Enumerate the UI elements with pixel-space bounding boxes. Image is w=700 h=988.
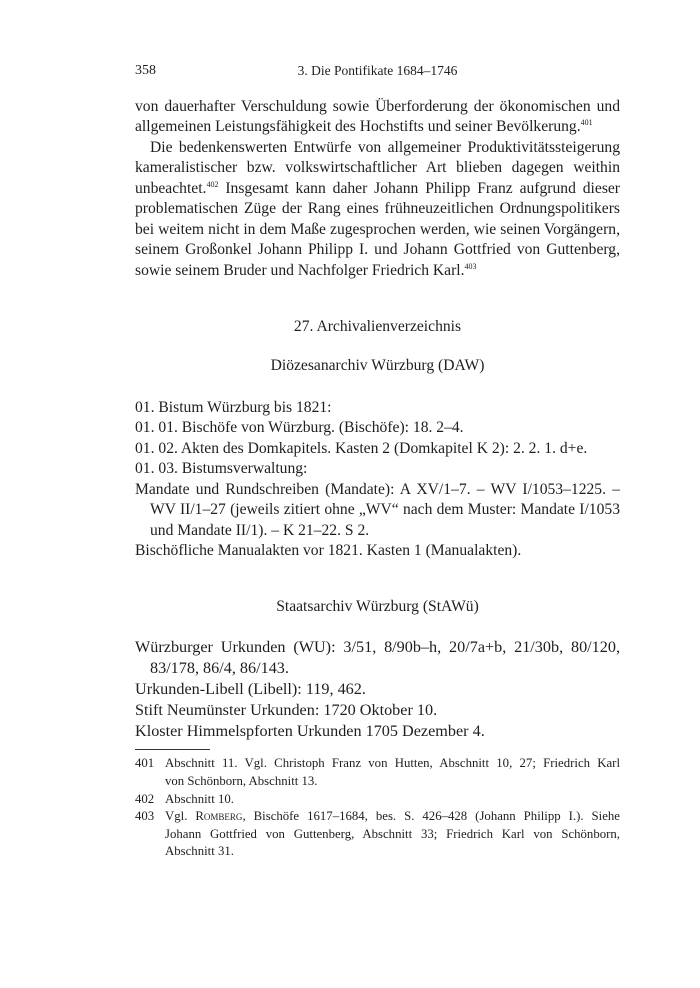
- archive-entry: Stift Neumünster Urkunden: 1720 Oktober 10.: [135, 701, 438, 719]
- archive-entry: Würzburger Urkunden (WU): 3/51, 8/90b–h, 20/7a+b, 21/30b, 80/120,: [135, 638, 620, 656]
- footnote-ref: 401: [580, 118, 593, 127]
- archive-entry: Bischöfliche Manualakten vor 1821. Kasten 1 (Manualakten).: [135, 542, 522, 559]
- text-line: unbeachtet.$^{402}$ Insgesamt kann daher Johann Philipp Franz aufgrund dieser: [135, 180, 620, 197]
- archive-entry-cont: 83/178, 86/4, 86/143.: [150, 659, 289, 677]
- archive-entry: 01. 01. Bischöfe von Würzburg. (Bischöfe): 18. 2–4.: [135, 419, 464, 436]
- footnote-number: 401: [135, 756, 155, 770]
- footnote-ref: 402: [206, 180, 219, 189]
- footnote-number: 403: [135, 809, 155, 823]
- text-line: sowie seinem Bruder und Nachfolger Friedrich Karl.$^{403}$: [135, 262, 477, 279]
- footnote-line: Abschnitt 10.: [165, 792, 234, 806]
- text-line: allgemeinen Leistungsfähigkeit des Hochstifts und seiner Bevölkerung.$^{401}$: [135, 118, 593, 135]
- footnote-line: Vgl. Romberg, Bischöfe 1617–1684, bes. S. 426–428 (Johann Philipp I.). Siehe: [165, 809, 620, 823]
- footnote-line: Abschnitt 31.: [165, 844, 234, 858]
- footnote-ref: 403: [464, 262, 477, 271]
- archive-entry-cont: und Mandate II/1). – K 21–22. S 2.: [150, 522, 370, 539]
- archive-entry-cont: WV II/1–27 (jeweils zitiert ohne „WV“ nach dem Muster: Mandate I/1053: [150, 501, 620, 518]
- archive-entry: 01. 03. Bistumsverwaltung:: [135, 460, 308, 477]
- running-title: 3. Die Pontifikate 1684–1746: [297, 63, 458, 78]
- page-header: [135, 63, 620, 83]
- footnote-line: Abschnitt 11. Vgl. Christoph Franz von Hutten, Abschnitt 10, 27; Friedrich Karl: [165, 756, 620, 770]
- archive-entry: Mandate und Rundschreiben (Mandate): A XV/1–7. – WV I/1053–1225. –: [135, 481, 620, 498]
- author-name: Romberg: [195, 809, 243, 823]
- footnote-line: Johann Gottfried von Guttenberg, Abschnitt 33; Friedrich Karl von Schönborn,: [165, 826, 620, 841]
- text-line: bei weitem nicht in dem Maße zugesprochen werden, wie seinen Vorgängern,: [135, 221, 620, 238]
- text-line: kameralistischer bzw. volkswirtschaftlicher Art blieben dagegen weithin: [135, 159, 620, 176]
- page-number: 358: [135, 63, 156, 78]
- text-line: Die bedenkenswerten Entwürfe von allgemeiner Produktivitätssteigerung: [150, 139, 620, 156]
- text-line: problematischen Züge der Rang eines frühneuzeitlichen Ordnungspolitikers: [135, 200, 620, 217]
- archive-heading-daw: Diözesanarchiv Würzburg (DAW): [270, 357, 485, 374]
- archive-entry: 01. Bistum Würzburg bis 1821:: [135, 399, 332, 416]
- archive-entry: Urkunden-Libell (Libell): 119, 462.: [135, 680, 366, 698]
- archive-heading-stawu: Staatsarchiv Würzburg (StAWü): [276, 598, 479, 615]
- footnote-line: von Schönborn, Abschnitt 13.: [165, 773, 318, 788]
- archive-entry: Kloster Himmelspforten Urkunden 1705 Dezember 4.: [135, 722, 485, 740]
- archive-entry: 01. 02. Akten des Domkapitels. Kasten 2 (Domkapitel K 2): 2. 2. 1. d+e.: [135, 440, 588, 457]
- text-line: seinem Großonkel Johann Philipp I. und Johann Gottfried von Guttenberg,: [135, 241, 620, 258]
- section-heading: 27. Archivalienverzeichnis: [293, 318, 462, 335]
- text-line: von dauerhafter Verschuldung sowie Überforderung der ökonomischen und: [135, 98, 620, 115]
- footnote-number: 402: [135, 792, 155, 806]
- footnote-separator: [135, 749, 210, 750]
